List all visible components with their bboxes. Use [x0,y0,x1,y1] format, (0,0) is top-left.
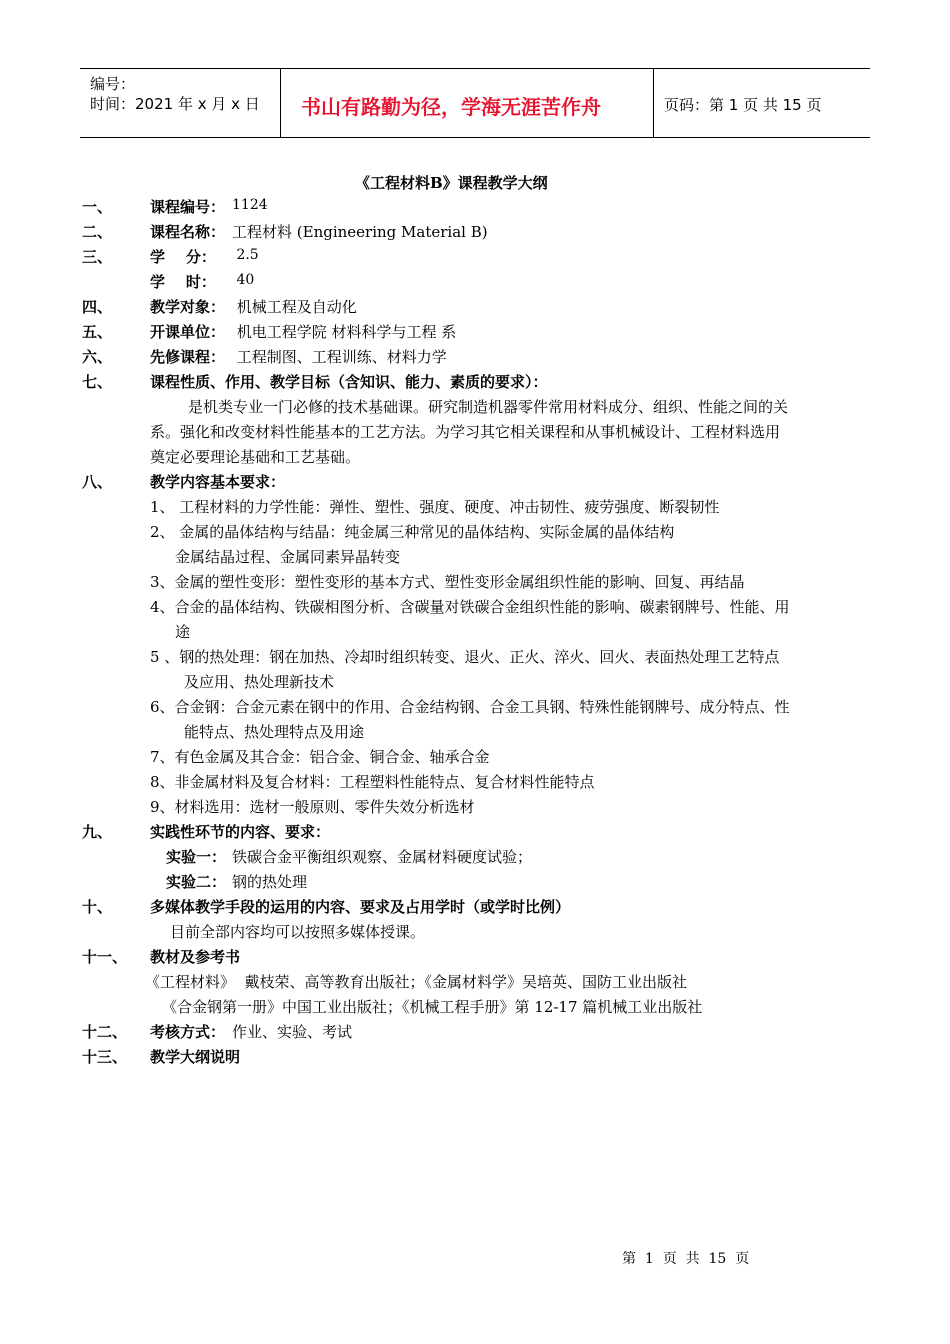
list-item: 8、非金属材料及复合材料：工程塑料性能特点、复合材料性能特点 [150,773,595,791]
header-table [80,68,870,138]
item-label: 先修课程： [150,348,226,366]
header-page-cell [654,69,870,137]
course-code: 1124 [232,197,268,213]
item-label: 考核方式： [150,1023,226,1041]
header-info-cell [80,69,281,137]
paragraph-line: 目前全部内容均可以按照多媒体授课。 [170,923,426,941]
reference-line: 《合金钢第一册》中国工业出版社；《机械工程手册》第 12-17 篇机械工业出版社 [162,998,703,1016]
list-item: 能特点、热处理特点及用途 [184,723,365,741]
item-number: 三、 [82,248,113,266]
item-label: 教学内容基本要求： [150,473,286,491]
page-title: 《工程材料B》课程教学大纲 [355,174,548,192]
item-number: 十一、 [82,948,128,966]
prerequisites-value: 工程制图、工程训练、材料力学 [232,348,447,366]
list-item: 7、有色金属及其合金：铝合金、铜合金、轴承合金 [150,748,490,766]
experiment-value: 铁碳合金平衡组织观察、金属材料硬度试验； [232,848,533,866]
list-item: 9、材料选用：选材一般原则、零件失效分析选材 [150,798,475,816]
hours-value: 40 [232,272,255,288]
experiment-label: 实验二： [166,873,227,891]
item-label: 课程编号： [150,198,226,216]
time-label: 时间：2021 年 x 月 x 日 [90,95,260,113]
item-label: 多媒体教学手段的运用的内容、要求及占用学时（或学时比例） [150,898,571,916]
page-footer: 第 1 页 共 15 页 [622,1251,750,1267]
item-label: 学 分： [150,248,216,266]
item-number: 一、 [82,198,113,216]
header-motto-cell [281,69,654,137]
item-label: 实践性环节的内容、要求： [150,823,331,841]
item-number: 十二、 [82,1023,128,1041]
credits-value: 2.5 [232,247,259,263]
item-label: 学 时： [150,273,216,291]
department-value: 机电工程学院 材料科学与工程 系 [232,323,457,341]
page-label: 页码：第 1 页 共 15 页 [664,96,822,114]
list-item: 及应用、热处理新技术 [184,673,335,691]
list-item: 2、 金属的晶体结构与结晶：纯金属三种常见的晶体结构、实际金属的晶体结构 [150,523,675,541]
experiment-value: 钢的热处理 [232,873,308,891]
item-label: 课程名称： [150,223,226,241]
item-number: 九、 [82,823,113,841]
item-number: 八、 [82,473,113,491]
item-number: 十三、 [82,1048,128,1066]
motto: 书山有路勤为径，学海无涯苦作舟 [301,95,601,119]
list-item: 3、金属的塑性变形：塑性变形的基本方式、塑性变形金属组织性能的影响、回复、再结晶 [150,573,745,591]
item-label: 课程性质、作用、教学目标（含知识、能力、素质的要求）： [150,373,548,391]
item-number: 四、 [82,298,113,316]
item-label: 开课单位： [150,323,226,341]
item-number: 七、 [82,373,113,391]
list-item: 途 [175,623,191,641]
assessment-value: 作业、实验、考试 [232,1023,353,1041]
list-item: 4、合金的晶体结构、铁碳相图分析、含碳量对铁碳合金组织性能的影响、碳素钢牌号、性能、用 [150,598,790,616]
list-item: 1、 工程材料的力学性能：弹性、塑性、强度、硬度、冲击韧性、疲劳强度、断裂韧性 [150,498,720,516]
paragraph-line: 奠定必要理论基础和工艺基础。 [150,448,361,466]
item-number: 六、 [82,348,113,366]
paragraph-line: 系。强化和改变材料性能基本的工艺方法。为学习其它相关课程和从事机械设计、工程材料选用 [150,423,781,441]
list-item: 6、合金钢：合金元素在钢中的作用、合金结构钢、合金工具钢、特殊性能钢牌号、成分特点、性 [150,698,790,716]
course-name: 工程材料 (Engineering Material B) [232,223,488,241]
serial-label: 编号： [90,75,136,93]
item-label: 教学对象： [150,298,226,316]
item-number: 五、 [82,323,113,341]
audience-value: 机械工程及自动化 [232,298,357,316]
item-label: 教学大纲说明 [150,1048,241,1066]
paragraph-line: 是机类专业一门必修的技术基础课。研究制造机器零件常用材料成分、组织、性能之间的关 [188,398,789,416]
item-number: 二、 [82,223,113,241]
item-number: 十、 [82,898,113,916]
list-item: 5 、钢的热处理：钢在加热、冷却时组织转变、退火、正火、淬火、回火、表面热处理工艺特点 [150,648,780,666]
item-label: 教材及参考书 [150,948,241,966]
reference-line: 《工程材料》 戴枝荣、高等教育出版社；《金属材料学》吴培英、国防工业出版社 [145,973,688,991]
list-item: 金属结晶过程、金属同素异晶转变 [175,548,401,566]
experiment-label: 实验一： [166,848,227,866]
